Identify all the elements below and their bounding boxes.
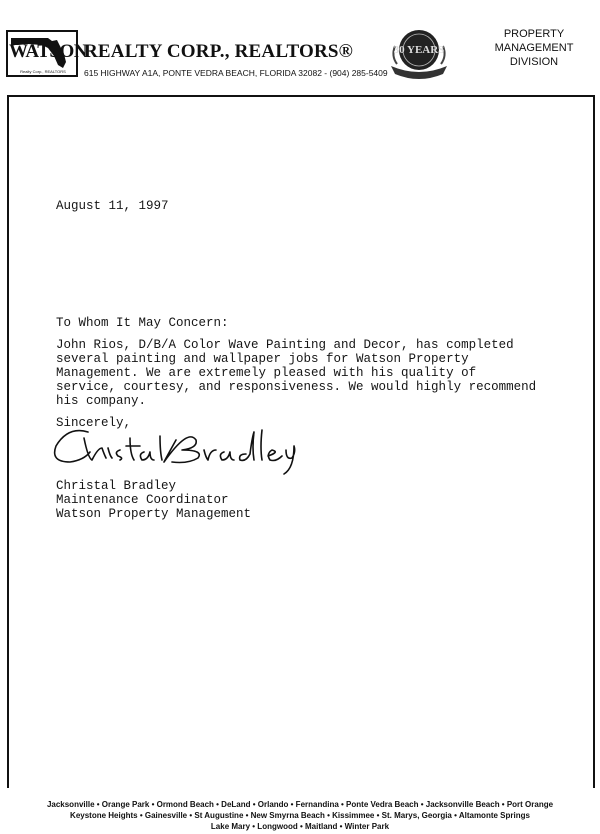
body-line: service, courtesy, and responsiveness. We would highly recommend	[56, 380, 537, 394]
signatory-name: Christal Bradley	[56, 479, 177, 493]
division-line-1: PROPERTY MANAGEMENT	[494, 28, 574, 54]
letter-body	[56, 338, 537, 408]
company-name: REALTY CORP., REALTORS®	[84, 41, 354, 62]
office-locations-footer	[0, 799, 600, 832]
body-line: John Rios, D/B/A Color Wave Painting and Decor, has completed	[56, 338, 514, 352]
signatory-title: Maintenance Coordinator	[56, 493, 229, 507]
footer-line: Jacksonville • Orange Park • Ormond Beach • DeLand • Orlando • Fernandina • Ponte Vedra Beach • Jacksonville Beach • Port Orange	[46, 800, 554, 809]
body-line: several painting and wallpaper jobs for Watson Property	[56, 352, 469, 366]
handwritten-signature	[48, 418, 298, 478]
body-line: his company.	[56, 394, 147, 408]
signatory-organization: Watson Property Management	[56, 507, 252, 521]
anniversary-seal-icon	[385, 26, 453, 80]
signature-block	[56, 479, 251, 521]
footer-line: Lake Mary • Longwood • Maitland • Winter Park	[210, 822, 390, 831]
watson-logo	[6, 30, 87, 77]
closing: Sincerely,	[56, 416, 132, 430]
division-line-2: DIVISION	[509, 56, 559, 68]
letter-date: August 11, 1997	[56, 199, 169, 213]
division-label	[470, 27, 598, 69]
logo-caption: Realty Corp., REALTORS	[20, 69, 66, 74]
company-address: 615 HIGHWAY A1A, PONTE VEDRA BEACH, FLORIDA 32082 - (904) 285-5409	[84, 68, 388, 78]
salutation: To Whom It May Concern:	[56, 316, 229, 330]
footer-line: Keystone Heights • Gainesville • St Augustine • New Smyrna Beach • Kissimmee • St. Marys, Georgia • Altamonte Springs	[70, 811, 530, 820]
seal-label: 30 YEARS	[393, 44, 445, 56]
logo-wordmark: WATSON	[9, 41, 87, 62]
body-line: Management. We are extremely pleased with his quality of	[56, 366, 477, 380]
